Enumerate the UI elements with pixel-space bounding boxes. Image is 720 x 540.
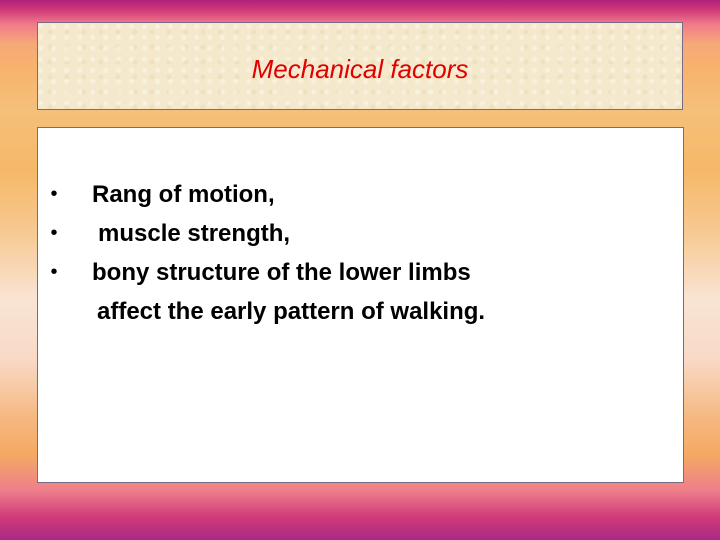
bullet-marker: • bbox=[50, 222, 58, 244]
slide-title: Mechanical factors bbox=[251, 54, 469, 84]
continuation-text: affect the early pattern of walking. bbox=[97, 298, 486, 325]
bullet-text: bony structure of the lower limbs bbox=[92, 259, 471, 286]
list-item bbox=[38, 214, 683, 253]
list-item bbox=[38, 253, 683, 292]
bullet-marker: • bbox=[50, 183, 58, 205]
bullet-marker: • bbox=[50, 261, 58, 283]
bullet-text: muscle strength, bbox=[98, 220, 291, 247]
content-box bbox=[37, 127, 684, 483]
list-item bbox=[38, 175, 683, 214]
bullet-text: Rang of motion, bbox=[92, 181, 275, 208]
title-box bbox=[37, 22, 683, 110]
bullet-list bbox=[38, 175, 683, 292]
